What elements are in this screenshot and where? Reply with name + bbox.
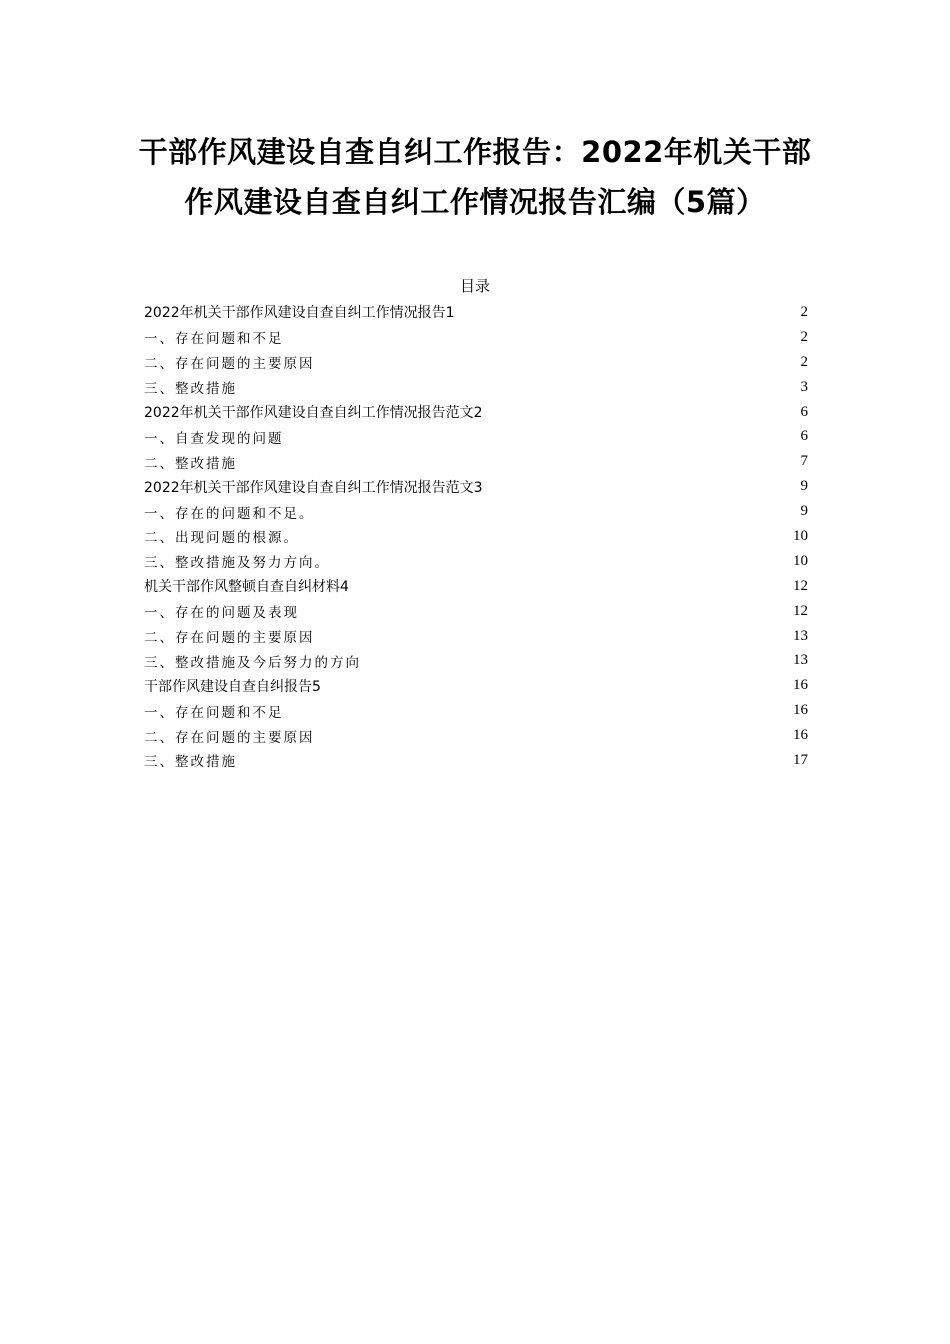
toc-entry-page-number: 12 (793, 602, 808, 619)
toc-entry-article[interactable] (144, 673, 808, 698)
toc-entry-article[interactable] (144, 300, 808, 325)
toc-entry-section[interactable] (144, 748, 808, 773)
toc-entry-page-number: 3 (800, 378, 808, 395)
toc-heading: 目录 (459, 277, 490, 295)
toc-entry-page-number: 12 (793, 577, 808, 594)
toc-entry-label: 二、存在问题的主要原因 (144, 729, 315, 746)
toc-entry-section[interactable] (144, 648, 808, 673)
toc-entry-page-number: 16 (793, 727, 808, 744)
toc-entry-label: 一、存在的问题和不足。 (144, 505, 315, 522)
toc-entry-article[interactable] (144, 474, 808, 499)
toc-entry-section[interactable] (144, 698, 808, 723)
toc-entry-page-number: 10 (793, 527, 808, 544)
toc-entry-page-number: 16 (793, 677, 808, 694)
toc-entry-page-number: 6 (800, 403, 808, 420)
toc-entry-page-number: 13 (793, 652, 808, 669)
toc-entry-label: 二、存在问题的主要原因 (144, 356, 315, 373)
toc-entry-section[interactable] (144, 624, 808, 649)
toc-entry-page-number: 9 (800, 478, 808, 495)
toc-entry-section[interactable] (144, 350, 808, 375)
toc-entry-label: 三、整改措施及努力方向。 (144, 555, 330, 572)
toc-entry-section[interactable] (144, 424, 808, 449)
toc-entry-label: 2022年机关干部作风建设自查自纠工作情况报告1 (144, 305, 455, 322)
toc-entry-section[interactable] (144, 375, 808, 400)
toc-entry-page-number: 6 (800, 428, 808, 445)
toc-entry-label: 二、存在问题的主要原因 (144, 630, 315, 647)
document-title-line-2: 作风建设自查自纠工作情况报告汇编（5篇） (184, 185, 766, 219)
toc-entry-page-number: 2 (800, 328, 808, 345)
toc-entry-page-number: 16 (793, 702, 808, 719)
toc-entry-article[interactable] (144, 400, 808, 425)
toc-entry-page-number: 2 (800, 303, 808, 320)
toc-entry-label: 2022年机关干部作风建设自查自纠工作情况报告范文3 (144, 479, 483, 496)
toc-entry-label: 一、存在问题和不足 (144, 331, 284, 348)
toc-entry-section[interactable] (144, 549, 808, 574)
toc-entry-label: 2022年机关干部作风建设自查自纠工作情况报告范文2 (144, 405, 483, 421)
toc-entry-page-number: 2 (800, 353, 808, 370)
toc-entry-page-number: 7 (800, 453, 808, 470)
toc-entry-page-number: 10 (793, 552, 808, 569)
toc-entry-section[interactable] (144, 524, 808, 549)
toc-entry-label: 一、存在的问题及表现 (144, 605, 299, 622)
document-title-line-1: 干部作风建设自查自纠工作报告：2022年机关干部 (138, 135, 812, 169)
toc-entry-label: 一、存在问题和不足 (144, 704, 284, 721)
toc-entry-label: 一、自查发现的问题 (144, 430, 284, 447)
toc-entry-section[interactable] (144, 723, 808, 748)
toc-entry-section[interactable] (144, 449, 808, 474)
table-of-contents (144, 300, 808, 773)
toc-entry-label: 三、整改措施 (144, 381, 237, 398)
toc-entry-section[interactable] (144, 599, 808, 624)
toc-entry-section[interactable] (144, 499, 808, 524)
toc-entry-label: 三、整改措施 (144, 754, 237, 771)
toc-entry-label: 干部作风建设自查自纠报告5 (144, 678, 321, 695)
toc-entry-label: 二、出现问题的根源。 (144, 530, 299, 547)
toc-entry-page-number: 13 (793, 627, 808, 644)
toc-entry-label: 三、整改措施及今后努力的方向 (144, 654, 361, 671)
toc-entry-label: 二、整改措施 (144, 455, 237, 472)
toc-entry-section[interactable] (144, 325, 808, 350)
toc-entry-page-number: 9 (800, 503, 808, 520)
toc-entry-label: 机关干部作风整顿自查自纠材料4 (144, 579, 349, 596)
toc-entry-page-number: 17 (793, 751, 808, 768)
toc-entry-article[interactable] (144, 574, 808, 599)
